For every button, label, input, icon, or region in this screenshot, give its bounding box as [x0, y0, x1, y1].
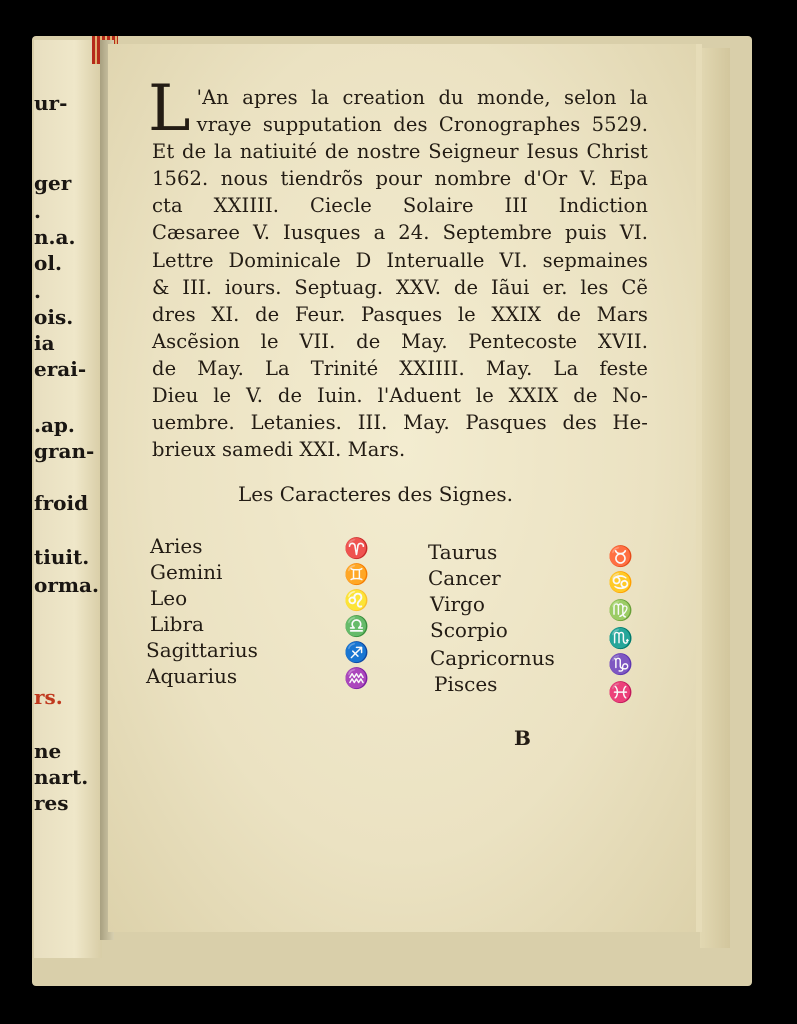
- facing-line: ne: [34, 739, 62, 763]
- sign-name: Cancer: [428, 566, 501, 590]
- page-edge: [700, 48, 730, 948]
- facing-line-red: rs.: [34, 685, 63, 709]
- section-heading: Les Caracteres des Signes.: [238, 482, 514, 506]
- sign-name: Taurus: [428, 540, 498, 564]
- virgo-symbol-icon: ♍: [608, 598, 633, 622]
- sign-name: Gemini: [150, 560, 223, 584]
- sign-name: Sagittarius: [146, 638, 258, 662]
- facing-line: tiuit.: [34, 545, 90, 569]
- facing-line: .: [34, 199, 41, 223]
- sign-name: Virgo: [430, 592, 485, 616]
- right-page: [108, 44, 702, 932]
- text-line: Lettre Dominicale D Interualle VI. sepmaines: [152, 248, 648, 272]
- facing-line: ia: [34, 331, 55, 355]
- libra-symbol-icon: ♎: [344, 614, 369, 638]
- almanac-paragraph: [148, 72, 648, 463]
- sign-name: Pisces: [434, 672, 498, 696]
- facing-line: orma.: [34, 573, 99, 597]
- cancer-symbol-icon: ♋: [608, 570, 633, 594]
- facing-line: n.a.: [34, 225, 76, 249]
- text-line: Cæsaree V. Iusques a 24. Septembre puis VI.: [152, 221, 648, 245]
- sagittarius-symbol-icon: ♐: [344, 640, 369, 664]
- text-line: Ascẽsion le VII. de May. Pentecoste XVII.: [152, 329, 648, 353]
- text-line: dres XI. de Feur. Pasques le XXIX de Mars: [152, 302, 648, 326]
- facing-line: ois.: [34, 305, 74, 329]
- text-line: 'An apres la creation du monde, selon la: [196, 86, 648, 109]
- facing-line: .ap.: [34, 413, 75, 437]
- facing-line: froid: [34, 491, 89, 515]
- sign-name: Aquarius: [146, 664, 238, 688]
- leo-symbol-icon: ♌: [344, 588, 369, 612]
- text-line: vraye supputation des Cronographes 5529.: [196, 113, 648, 137]
- printer-signature-mark: B: [514, 726, 531, 750]
- text-line: 1562. nous tiendrõs pour nombre d'Or V. Epa: [152, 167, 648, 191]
- scorpio-symbol-icon: ♏: [608, 626, 633, 650]
- drop-capital: L: [148, 72, 191, 146]
- facing-line: ger: [34, 171, 72, 195]
- sign-name: Libra: [150, 612, 204, 636]
- taurus-symbol-icon: ♉: [608, 544, 633, 568]
- aquarius-symbol-icon: ♒: [344, 666, 369, 690]
- aries-symbol-icon: ♈: [344, 536, 369, 560]
- facing-line: res: [34, 791, 69, 815]
- text-line: brieux samedi XXI. Mars.: [152, 438, 406, 462]
- sign-name: Aries: [150, 534, 203, 558]
- text-line: cta XXIIII. Ciecle Solaire III Indiction: [152, 194, 648, 218]
- facing-line: ur-: [34, 91, 68, 115]
- sign-name: Leo: [150, 586, 188, 610]
- facing-line: erai-: [34, 357, 87, 381]
- sign-name: Capricornus: [430, 646, 555, 670]
- text-line: Dieu le V. de Iuin. l'Aduent le XXIX de No-: [152, 384, 648, 408]
- facing-page: [34, 40, 102, 958]
- facing-line: ol.: [34, 251, 62, 275]
- text-line: de May. La Trinité XXIIII. May. La feste: [152, 356, 648, 380]
- sign-name: Scorpio: [430, 618, 508, 642]
- text-line: & III. iours. Septuag. XXV. de Iãui er. les Cẽ: [152, 275, 648, 299]
- facing-line: gran-: [34, 439, 95, 463]
- facing-line: nart.: [34, 765, 89, 789]
- capricornus-symbol-icon: ♑: [608, 652, 633, 676]
- facing-line: .: [34, 279, 41, 303]
- pisces-symbol-icon: ♓: [608, 680, 633, 704]
- gemini-symbol-icon: ♊: [344, 562, 369, 586]
- text-line: uembre. Letanies. III. May. Pasques des He-: [152, 411, 648, 435]
- text-line: Et de la natiuité de nostre Seigneur Iesus Christ: [152, 140, 648, 164]
